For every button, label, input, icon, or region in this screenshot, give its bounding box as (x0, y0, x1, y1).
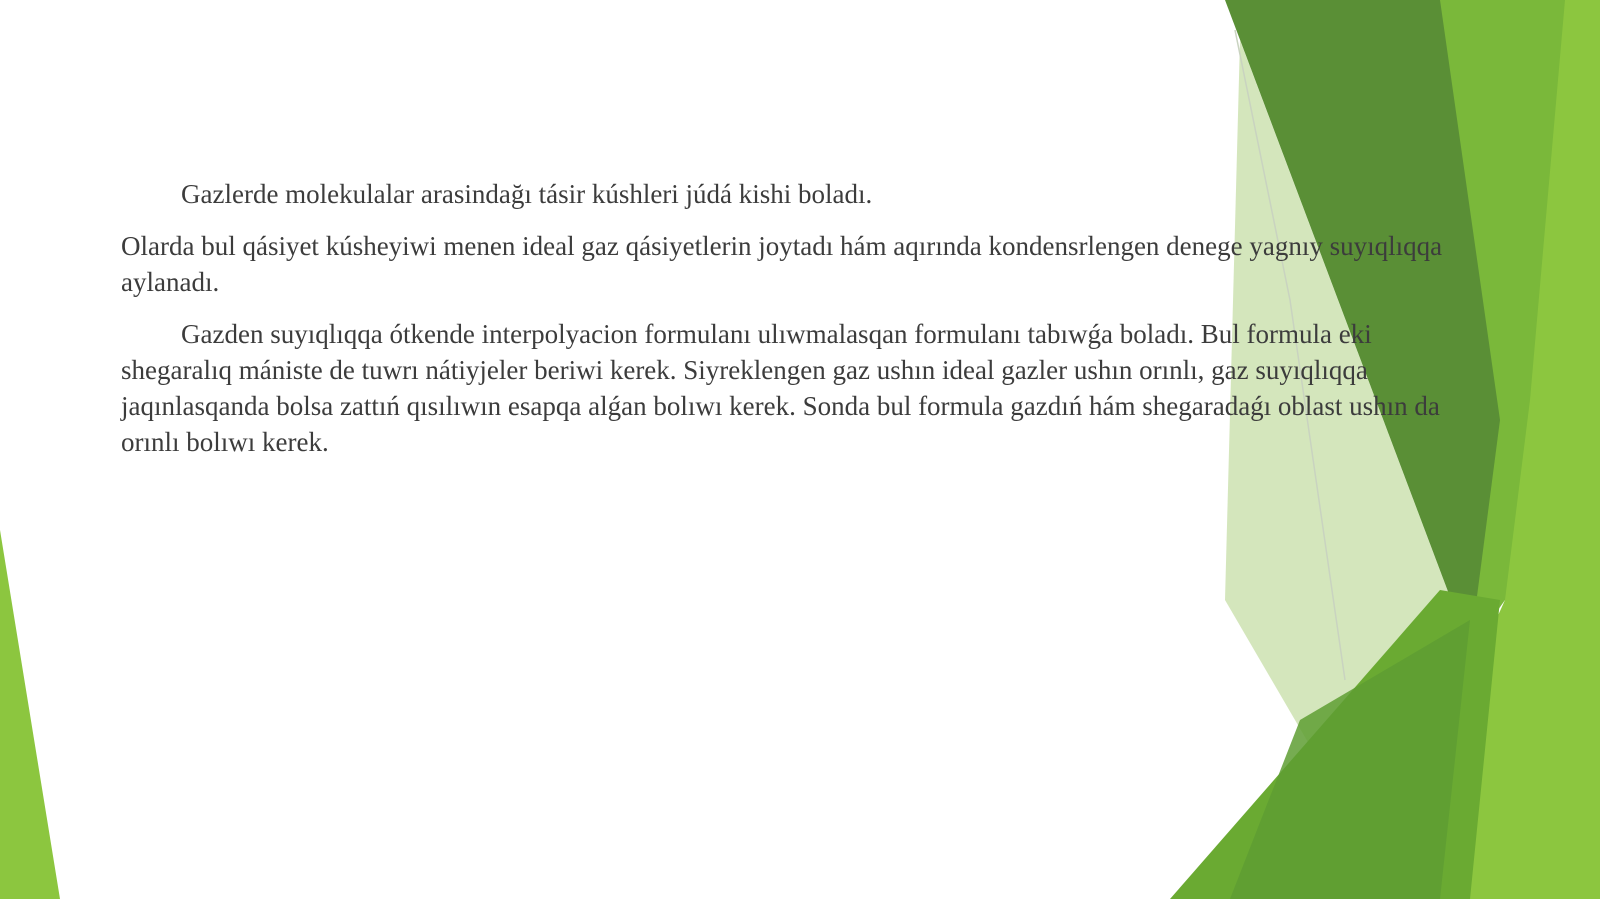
slide-text-body (121, 176, 1461, 476)
paragraph-2: Olarda bul qásiyet kúsheyiwi menen ideal gaz qásiyetlerin joytadı hám aqırında kondensrlengen denege yagnıy suyıqlıqqa aylanadı. (121, 231, 1443, 297)
paragraph-1: Gazlerde molekulalar arasindağı tásir kúshleri júdá kishi boladı. (181, 179, 873, 209)
green-shape-left (0, 530, 60, 899)
paragraph-3: Gazden suyıqlıqqa ótkende interpolyacion formulanı ulıwmalasqan formulanı tabıwǵa boladı. Bul formula eki shegaralıq mániste de tuwrı nátiyjeler beriwi kerek. Siyreklengen gaz ushın ideal gazler ushın orınlı, gaz suyıqlıqqa jaqınlasqanda bolsa zattıń qısılıwın esapqa alǵan bolıwı kerek. Sonda bul formula gazdıń hám shegaradaǵı oblast ushın da orınlı bolıwı kerek. (121, 319, 1440, 457)
